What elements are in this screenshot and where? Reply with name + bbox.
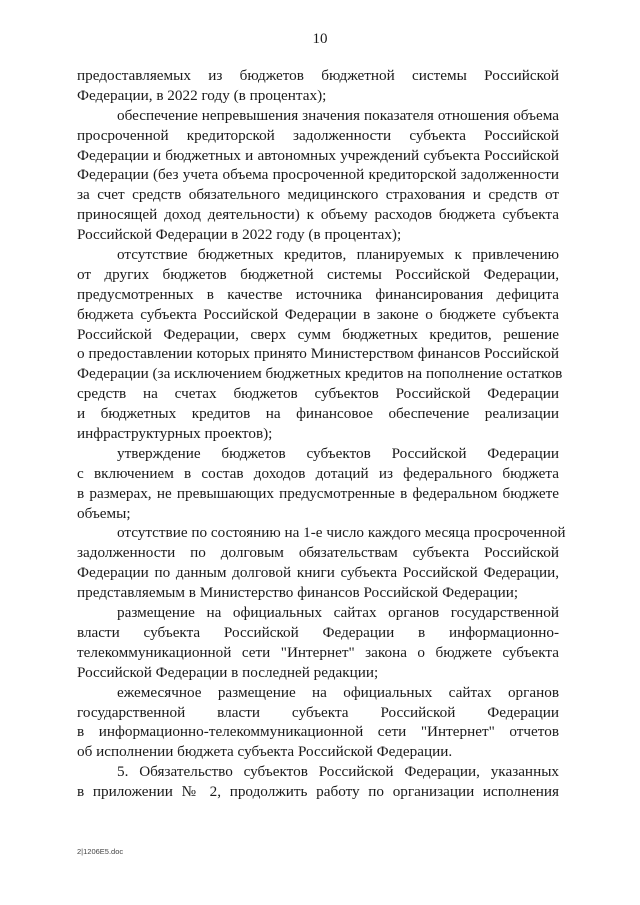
text-line: размещение на официальных сайтах органов государственной bbox=[117, 604, 559, 622]
document-body bbox=[77, 66, 566, 802]
text-line: предусмотренных в качестве источника финансирования дефицита bbox=[77, 285, 559, 303]
text-line: от других бюджетов бюджетной системы Российской Федерации, bbox=[77, 265, 559, 283]
text-line: Федерации (за исключением бюджетных кредитов на пополнение остатков bbox=[77, 365, 563, 383]
text-line: власти субъекта Российской Федерации в информационно- bbox=[77, 623, 559, 641]
text-line: Федерации и бюджетных и автономных учреждений субъекта Российской bbox=[77, 146, 559, 164]
text-line: просроченной кредиторской задолженности субъекта Российской bbox=[77, 126, 559, 144]
file-footer: 2|1206E5.doc bbox=[77, 847, 124, 856]
text-line: в приложении № 2, продолжить работу по организации исполнения bbox=[77, 783, 559, 801]
text-line: о предоставлении которых принято Министерством финансов Российской bbox=[77, 345, 559, 363]
text-line: телекоммуникационной сети "Интернет" закона о бюджете субъекта bbox=[77, 643, 559, 661]
text-line: представляемым в Министерство финансов Российской Федерации; bbox=[77, 584, 519, 602]
text-line: Российской Федерации в 2022 году (в процентах); bbox=[77, 226, 402, 244]
text-line: задолженности по долговым обязательствам субъекта Российской bbox=[77, 544, 559, 562]
page-number: 10 bbox=[312, 31, 328, 47]
text-line: Федерации по данным долговой книги субъекта Российской Федерации, bbox=[77, 564, 559, 582]
text-line: утверждение бюджетов субъектов Российской Федерации bbox=[117, 444, 559, 462]
text-line: Федерации (без учета объема просроченной кредиторской задолженности bbox=[77, 166, 559, 184]
text-line: приносящей доход деятельности) к объему расходов бюджета субъекта bbox=[77, 206, 559, 224]
text-line: и бюджетных кредитов на финансовое обеспечение реализации bbox=[77, 405, 559, 423]
text-line: ежемесячное размещение на официальных сайтах органов bbox=[117, 683, 559, 701]
text-line: государственной власти субъекта Российской Федерации bbox=[77, 703, 559, 721]
text-line: инфраструктурных проектов); bbox=[77, 425, 273, 443]
text-line: отсутствие по состоянию на 1-е число каждого месяца просроченной bbox=[117, 524, 566, 542]
text-line: бюджета субъекта Российской Федерации в законе о бюджете субъекта bbox=[77, 305, 559, 323]
text-line: Российской Федерации, сверх сумм бюджетных кредитов, решение bbox=[77, 325, 559, 343]
text-line: объемы; bbox=[77, 504, 131, 522]
text-line: за счет средств обязательного медицинского страхования и средств от bbox=[77, 186, 559, 204]
text-line: средств на счетах бюджетов субъектов Российской Федерации bbox=[77, 385, 559, 403]
text-line: Российской Федерации в последней редакции; bbox=[77, 663, 379, 681]
text-line: 5. Обязательство субъектов Российской Федерации, указанных bbox=[117, 763, 559, 781]
text-line: в информационно-телекоммуникационной сети "Интернет" отчетов bbox=[77, 723, 559, 741]
text-line: об исполнении бюджета субъекта Российской Федерации. bbox=[77, 743, 453, 761]
text-line: предоставляемых из бюджетов бюджетной системы Российской bbox=[77, 67, 559, 84]
text-line: с включением в состав доходов дотаций из федерального бюджета bbox=[77, 464, 559, 482]
text-line: обеспечение непревышения значения показателя отношения объема bbox=[117, 106, 559, 124]
text-line: в размерах, не превышающих предусмотренные в федеральном бюджете bbox=[77, 484, 559, 502]
text-line: Федерации, в 2022 году (в процентах); bbox=[77, 86, 327, 104]
text-line: отсутствие бюджетных кредитов, планируемых к привлечению bbox=[117, 246, 559, 264]
